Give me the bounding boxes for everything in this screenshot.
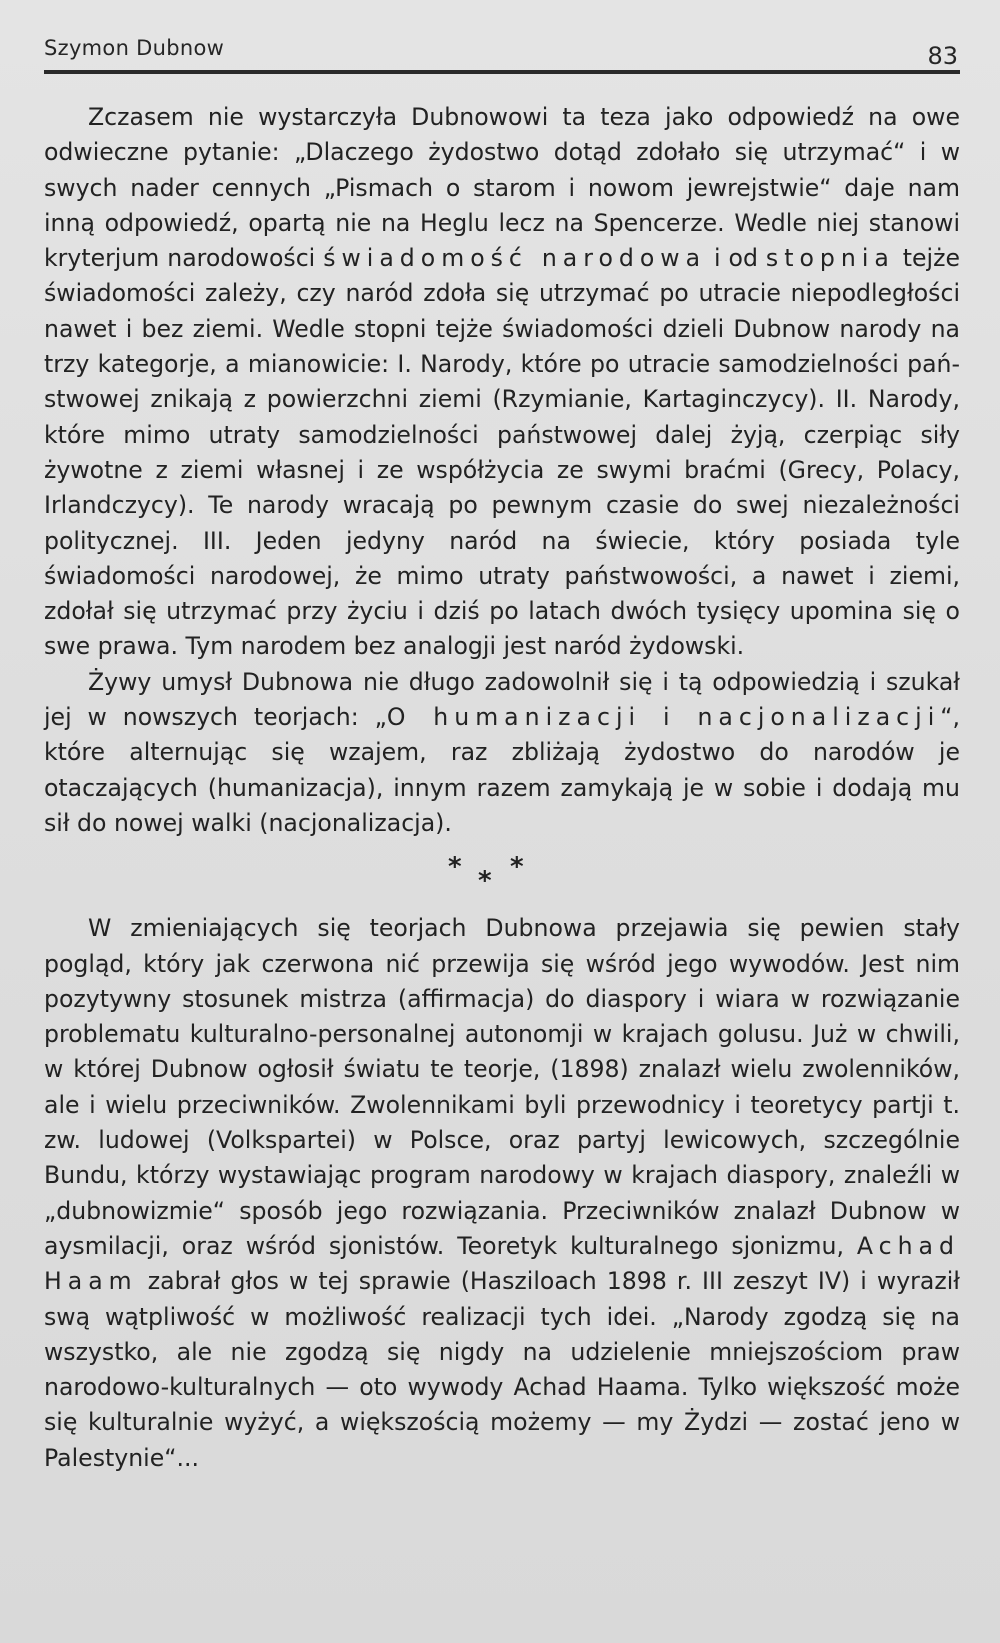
paragraph-3: [44, 911, 960, 1476]
spaced-term-degree: stopnia: [765, 244, 895, 273]
spaced-term-humanization: O humanizacji i nacjonalizacji: [386, 703, 941, 732]
header-rule: [44, 70, 960, 74]
running-head: Szymon Dubnow: [44, 36, 225, 60]
paragraph-2-text-1: Żywy umysł Dubnowa nie długo zadowolnił się i tą odpowiedzią i szukał jej w nowszych teorjach: „: [44, 667, 960, 732]
paragraph-1-text-2: i od: [706, 244, 766, 273]
body-text: [44, 100, 960, 1476]
paragraph-2-text-2: “, które alternując się wzajem, raz zbliżają żydostwo do narodów je otaczających (humanizacja), innym razem zamykają je w sobie i dodają mu sił do nowej walki (nacjonalizacja).: [44, 703, 960, 837]
paragraph-1-text-1: Zczasem nie wystarczyła Dubnowowi ta teza jako odpowiedź na owe odwieczne pytanie: „Dlaczego żydostwo dotąd zdołało się utrzymać“ i w swych nader cennych „Pismach o starom i nowom jewrejstwie“ daje nam inną odpowiedź, opartą nie na Heglu lecz na Spencerze. Wedle niej stanowi kryterjum narodowości: [44, 103, 960, 273]
paragraph-3-text-2: zabrał głos w tej sprawie (Hasziloach 1898 r. III zeszyt IV) i wyraził swą wątpliwość w możliwość realizacji tych idei. „Narody zgodzą się na wszystko, ale nie zgodzą się nigdy na udzielenie mniejszościom praw narodowo-kulturalnych — oto wywody Achad Haama. Tylko większość może się kulturalnie wyżyć, a większością możemy — my Żydzi — zostać jeno w Palestynie“...: [44, 1267, 960, 1472]
paragraph-1-text-3: tejże świadomości zależy, czy naród zdoła się utrzymać po utracie niepodległości nawet i bez ziemi. Wedle stopni tejże świadomości dzieli Dubnow narody na trzy kategorje, a mianowicie: I. Narody, które po utracie samodzielności państwowej znikają z powierzchni ziemi (Rzymianie, Kartaginczycy). II. Narody, które mimo utraty samodzielności państwowej dalej żyją, czerpiąc siły żywotne z ziemi własnej i ze współżycia ze swymi braćmi (Grecy, Polacy, Irlandczycy). Te narody wracają po pewnym czasie do swej niezależności politycznej. III. Jeden jedyny naród na świecie, który posiada tyle świadomości narodowej, że mimo utraty państwowości, a nawet i ziemi, zdołał się utrzymać przy życiu i dziś po latach dwóch tysięcy upomina się o swe prawa. Tym narodem bez analogji jest naród żydowski.: [44, 244, 961, 661]
separator-star: *: [448, 852, 462, 883]
paragraph-3-text-1: W zmieniających się teorjach Dubnowa przejawia się pewien stały pogląd, który jak czerwona nić przewija się wśród jego wywodów. Jest nim pozytywny stosunek mistrza (affirmacja) do diaspory i wiara w rozwiązanie problematu kulturalno-personalnej autonomji w krajach golusu. Już w chwili, w której Dubnow ogłosił światu te teorje, (1898) znalazł wielu zwolenników, ale i wielu przeciwników. Zwolennikami byli przewodnicy i teoretycy partji t. zw. ludowej (Volkspartei) w Polsce, oraz partyj lewicowych, szczególnie Bundu, którzy wystawiając program narodowy w krajach diaspory, znaleźli w „dubnowizmie“ sposób jego rozwiązania. Przeciwników znalazł Dubnow w aysmilacji, oraz wśród sjonistów. Teoretyk kulturalnego sjonizmu,: [44, 914, 960, 1260]
spaced-term-national-consciousness: świadomość narodowa: [323, 244, 707, 273]
separator-star: *: [510, 852, 524, 883]
spaced-term-achad-haam: Achad Haam: [44, 1231, 960, 1296]
separator-star: *: [478, 866, 492, 897]
paragraph-1: [44, 100, 960, 665]
page-header: [44, 30, 960, 74]
paragraph-2: [44, 665, 960, 841]
page-number: 83: [927, 42, 958, 70]
section-separator: [44, 849, 960, 905]
